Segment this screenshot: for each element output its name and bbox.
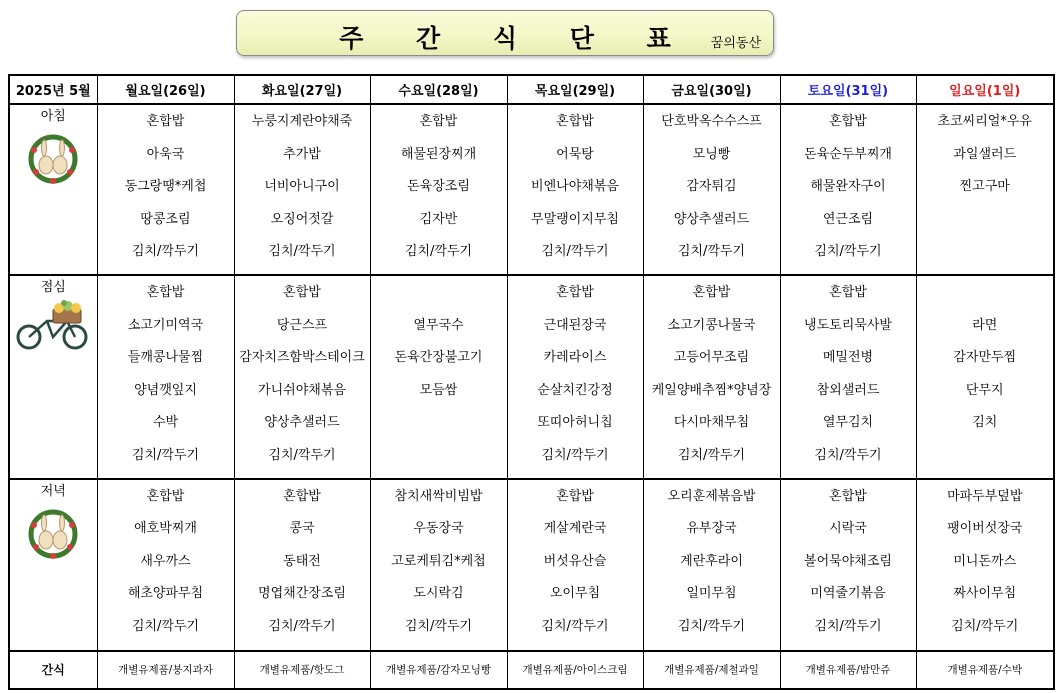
menu-item: 팽이버섯장국: [947, 521, 1023, 537]
meal-label: 점심: [40, 279, 66, 295]
menu-item: 혼합밥: [283, 488, 321, 504]
page-title: 주 간 식 단 표: [339, 24, 693, 53]
snack-cell-fri: 개별유제품/제철과일: [643, 651, 780, 689]
menu-item: 과일샐러드: [953, 146, 1017, 162]
menu-item: 명엽채간장조림: [258, 586, 346, 602]
snack-cell-tue: 개별유제품/핫도그: [234, 651, 370, 689]
menu-item: 김자반: [419, 211, 458, 227]
menu-item: 김치/깍두기: [677, 244, 746, 260]
lunch-cell-mon: [97, 275, 234, 479]
menu-item: 혼합밥: [829, 114, 867, 129]
breakfast-label-cell: [9, 104, 97, 275]
lunch-cell-sat: [780, 275, 916, 479]
dinner-cell-sun: [916, 479, 1054, 651]
menu-item: 혼합밥: [829, 488, 867, 504]
menu-item: 버섯유산슬: [543, 553, 607, 569]
menu-item: 혼합밥: [419, 114, 458, 129]
menu-item: 혼합밥: [556, 284, 594, 300]
menu-item: 연근조림: [822, 211, 874, 227]
menu-item: 열무국수: [413, 317, 464, 333]
menu-item: 김치/깍두기: [541, 618, 609, 634]
menu-item: 혼합밥: [283, 284, 321, 300]
dinner-cell-wed: [370, 479, 507, 651]
menu-item: 돈육간장불고기: [394, 350, 483, 366]
menu-item: 단무지: [965, 382, 1004, 398]
menu-item: 김치/깍두기: [131, 244, 200, 260]
menu-item: 미니돈까스: [953, 553, 1017, 569]
menu-item: 또띠아허니칩: [537, 415, 613, 431]
menu-item: 오징어젓갈: [270, 211, 334, 227]
menu-item: 김치/깍두기: [404, 244, 473, 260]
snack-cell-sun: 개별유제품/수박: [916, 651, 1054, 689]
menu-item: 짜사이무침: [953, 586, 1017, 602]
menu-item: 모듬쌈: [419, 382, 458, 398]
menu-item: 초코씨리얼*우유: [937, 114, 1032, 129]
header-row: [9, 75, 1054, 104]
menu-item: 김치/깍두기: [131, 618, 200, 634]
lunch-cell-fri: [643, 275, 780, 479]
menu-item: 혼합밥: [829, 284, 867, 300]
lunch-label-cell: [9, 275, 97, 479]
lunch-cell-wed: [370, 275, 507, 479]
lunch-cell-tue: [234, 275, 370, 479]
organization-name: 꿈의동산: [710, 36, 761, 51]
menu-item: 단호박옥수수스프: [661, 114, 762, 129]
menu-item: 열무김치: [822, 415, 874, 431]
dinner-cell-sat: [780, 479, 916, 651]
menu-item: 김치/깍두기: [268, 447, 336, 463]
menu-item: [917, 282, 1054, 315]
menu-item: 참외샐러드: [816, 382, 880, 398]
meal-label: 저녁: [40, 483, 66, 499]
menu-item: 순살치킨강정: [537, 382, 613, 398]
menu-item: 애호박찌개: [134, 521, 197, 537]
menu-item: 김치/깍두기: [404, 618, 473, 634]
menu-item: 동그랑땡*케첩: [124, 179, 207, 195]
menu-item: 미역줄기볶음: [810, 586, 886, 602]
lunch-cell-sun: [916, 275, 1054, 479]
day-header-wed: 수요일(28일): [370, 75, 507, 104]
menu-item: 혼합밥: [146, 284, 185, 300]
breakfast-cell-mon: [97, 104, 234, 275]
menu-item: 혼합밥: [146, 114, 185, 129]
menu-item: 오이무침: [549, 586, 601, 602]
day-header-sat: 토요일(31일): [780, 75, 916, 104]
menu-item: 양상추샐러드: [673, 211, 750, 227]
day-header-fri: 금요일(30일): [643, 75, 780, 104]
menu-item: 냉도토리묵사발: [804, 317, 892, 333]
menu-item: 김치/깍두기: [541, 244, 609, 260]
menu-item: 김치/깍두기: [268, 244, 336, 260]
menu-item: 볼어묵야채조림: [804, 553, 892, 569]
menu-item: 해물완자구이: [810, 179, 886, 195]
day-header-mon: 월요일(26일): [97, 75, 234, 104]
menu-item: 김치/깍두기: [131, 447, 200, 463]
menu-item: 일미무침: [686, 586, 737, 602]
menu-item: 양념깻잎지: [134, 382, 197, 398]
menu-item: 새우까스: [140, 553, 191, 569]
menu-item: 추가밥: [283, 146, 321, 162]
month-label: 2025년 5월: [9, 75, 97, 104]
menu-item: 도시락김: [413, 586, 464, 602]
flower-bicycle-icon: [15, 299, 91, 351]
menu-item: 찐고구마: [959, 179, 1010, 195]
dinner-row: [9, 479, 1054, 651]
menu-item: 돈육장조림: [407, 179, 470, 195]
breakfast-cell-sun: [916, 104, 1054, 275]
menu-item: 김치/깍두기: [951, 618, 1019, 634]
menu-item: 유부장국: [686, 521, 737, 537]
menu-item: 메밀전병: [822, 350, 874, 366]
weekly-menu-table: [8, 74, 1055, 690]
menu-item: 김치/깍두기: [814, 447, 882, 463]
menu-item: 김치: [972, 415, 998, 431]
menu-item: 계란후라이: [680, 553, 743, 569]
menu-item: 혼합밥: [556, 488, 594, 504]
menu-item: 근대된장국: [543, 317, 607, 333]
dinner-cell-fri: [643, 479, 780, 651]
menu-item: 무말랭이지무침: [531, 211, 619, 227]
menu-item: 어묵탕: [556, 146, 594, 162]
snack-cell-sat: 개별유제품/밤만쥬: [780, 651, 916, 689]
menu-item: 혼합밥: [146, 488, 185, 504]
menu-item: 땅콩조림: [140, 211, 191, 227]
menu-item: 동태전: [283, 553, 321, 569]
menu-item: 케일양배추찜*양념장: [651, 382, 772, 398]
breakfast-cell-tue: [234, 104, 370, 275]
menu-item: 당근스프: [276, 317, 328, 333]
menu-item: 김치/깍두기: [814, 618, 882, 634]
menu-item: 혼합밥: [692, 284, 731, 300]
menu-item: 오리훈제볶음밥: [667, 488, 756, 504]
bunny-wreath-icon: [22, 128, 84, 186]
breakfast-cell-wed: [370, 104, 507, 275]
dinner-label-cell: [9, 479, 97, 651]
day-header-tue: 화요일(27일): [234, 75, 370, 104]
menu-item: 해초양파무침: [127, 586, 204, 602]
menu-item: 가니쉬야채볶음: [258, 382, 346, 398]
menu-item: 라면: [972, 317, 998, 333]
menu-item: 너비아니구이: [264, 179, 340, 195]
dinner-cell-mon: [97, 479, 234, 651]
menu-item: 아욱국: [146, 146, 185, 162]
menu-item: 김치/깍두기: [814, 244, 882, 260]
menu-item: 김치/깍두기: [541, 447, 609, 463]
menu-item: 들깨콩나물찜: [127, 350, 204, 366]
dinner-cell-thu: [507, 479, 643, 651]
menu-item: 김치/깍두기: [677, 447, 746, 463]
menu-item: 소고기콩나물국: [667, 317, 756, 333]
menu-item: 김치/깍두기: [677, 618, 746, 634]
breakfast-row: [9, 104, 1054, 275]
breakfast-cell-thu: [507, 104, 643, 275]
snack-cell-thu: 개별유제품/아이스크림: [507, 651, 643, 689]
lunch-cell-thu: [507, 275, 643, 479]
menu-item: 해물된장찌개: [400, 146, 477, 162]
bunny-wreath-icon: [22, 503, 84, 561]
title-box: [236, 10, 774, 56]
menu-item: 게살계란국: [543, 521, 607, 537]
snack-row: [9, 651, 1054, 689]
menu-item: 카레라이스: [543, 350, 607, 366]
menu-item: 모닝빵: [692, 146, 731, 162]
menu-item: 콩국: [289, 521, 315, 537]
menu-item: 돈육순두부찌개: [804, 146, 892, 162]
menu-item: 양상추샐러드: [264, 415, 340, 431]
menu-item: 시락국: [829, 521, 867, 537]
menu-item: 감자치즈함박스테이크: [239, 350, 365, 366]
menu-item: 비엔나야채볶음: [531, 179, 619, 195]
meal-label: 아침: [40, 109, 66, 124]
menu-item: 누룽지계란야채죽: [251, 114, 353, 129]
menu-item: 고로케튀김*케첩: [391, 553, 486, 569]
menu-item: 소고기미역국: [127, 317, 204, 333]
menu-item: 수박: [152, 415, 179, 431]
breakfast-cell-fri: [643, 104, 780, 275]
day-header-sun: 일요일(1일): [916, 75, 1054, 104]
menu-item: 고등어무조림: [673, 350, 750, 366]
snack-label: 간식: [9, 651, 97, 689]
menu-item: 감자만두찜: [953, 350, 1017, 366]
breakfast-cell-sat: [780, 104, 916, 275]
menu-item: [371, 282, 507, 315]
menu-item: 감자튀김: [686, 179, 737, 195]
lunch-row: [9, 275, 1054, 479]
snack-cell-mon: 개별유제품/붕지과자: [97, 651, 234, 689]
day-header-thu: 목요일(29일): [507, 75, 643, 104]
menu-item: 혼합밥: [556, 114, 594, 129]
menu-item: 김치/깍두기: [268, 618, 336, 634]
snack-cell-wed: 개별유제품/감자모닝빵: [370, 651, 507, 689]
menu-item: 우동장국: [413, 521, 464, 537]
menu-item: 다시마채무침: [673, 415, 750, 431]
dinner-cell-tue: [234, 479, 370, 651]
menu-item: 마파두부덮밥: [947, 488, 1023, 504]
menu-item: 참치새싹비빔밥: [394, 488, 483, 504]
